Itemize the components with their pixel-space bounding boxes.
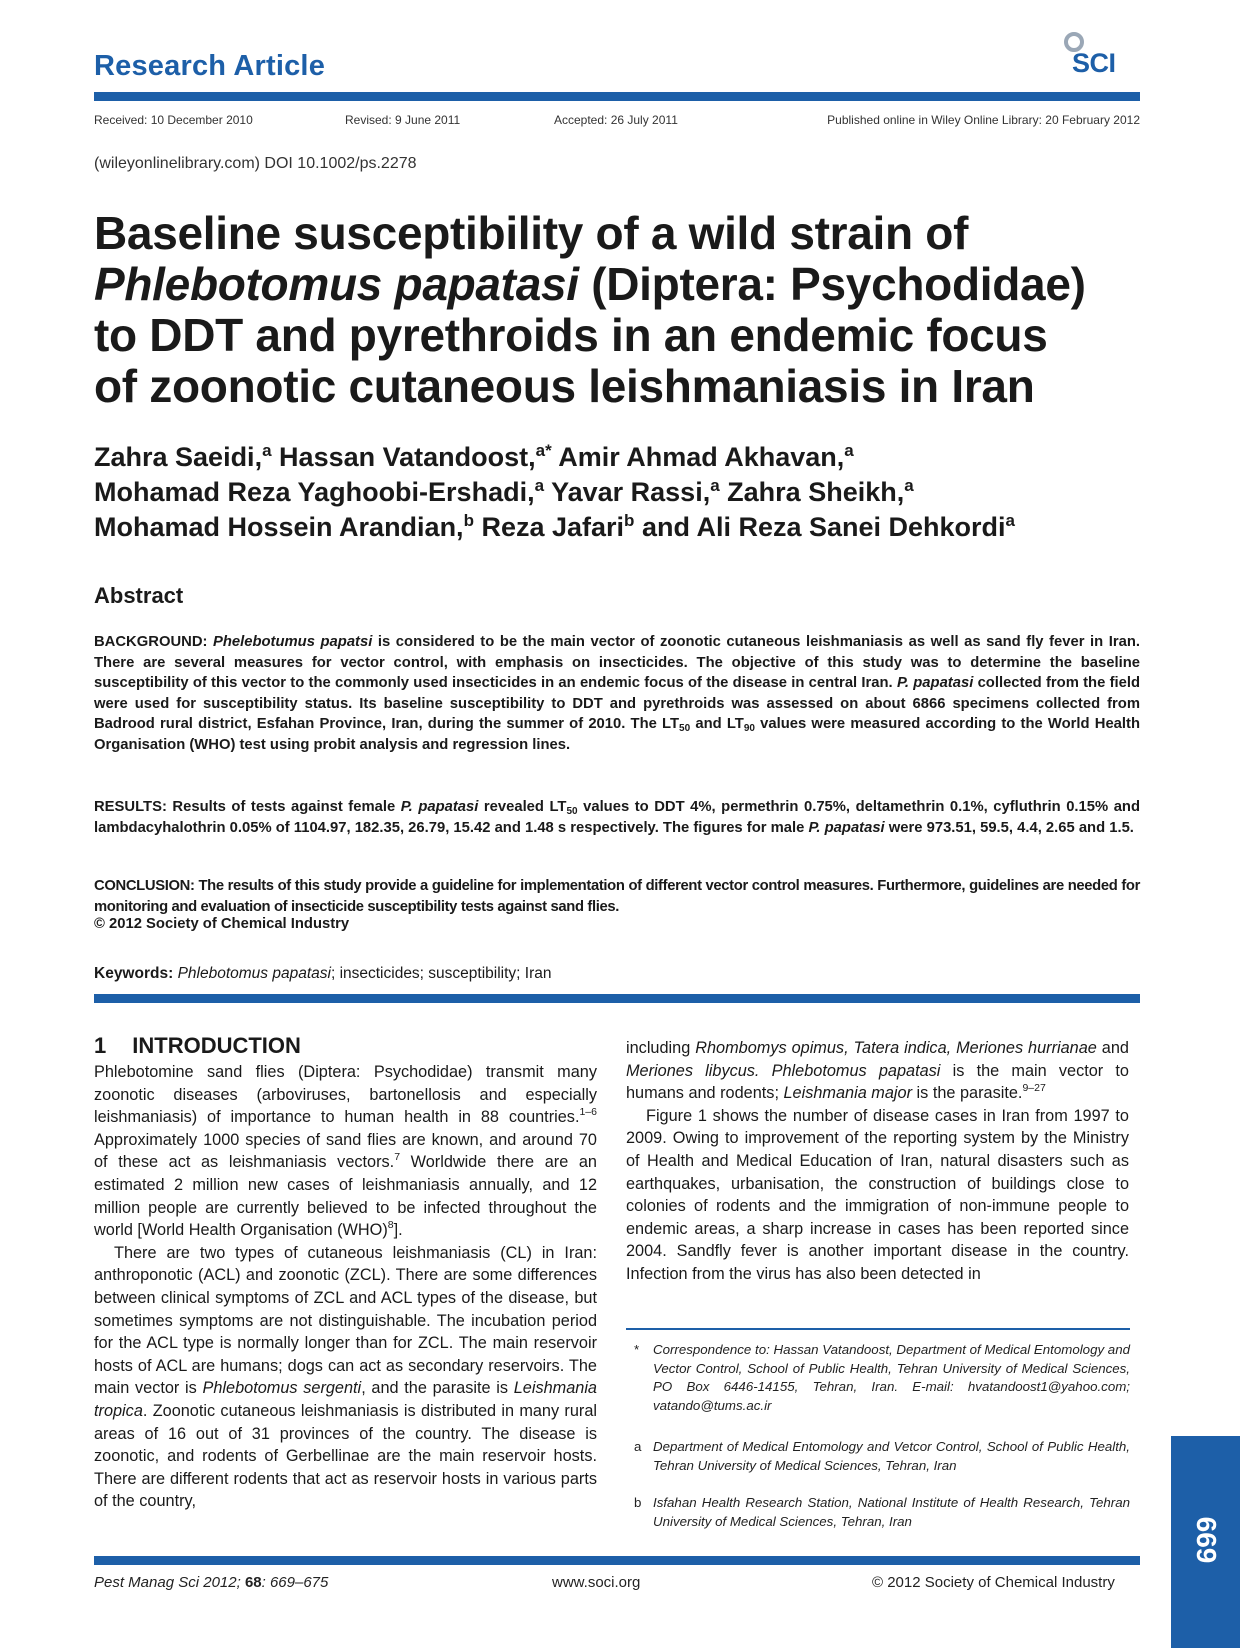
author-affiliation: a [710, 476, 720, 495]
section-heading [94, 1033, 301, 1059]
author-affiliation: a [844, 441, 854, 460]
article-type-label: Research Article [94, 50, 326, 82]
section-title: INTRODUCTION [132, 1033, 301, 1058]
author-list [94, 440, 1154, 545]
page-number-tab [1171, 1436, 1240, 1648]
journal-url[interactable]: www.soci.org [552, 1574, 641, 1591]
keywords: Keywords: Phlebotomus papatasi; insecticides; susceptibility; Iran [94, 965, 552, 982]
logo-text: SCI [1072, 48, 1116, 78]
author-line-3 [94, 510, 1154, 545]
abstract-copyright: © 2012 Society of Chemical Industry [94, 916, 350, 932]
footer-rule [94, 1556, 1140, 1565]
citation: 9–27 [1022, 1082, 1046, 1095]
author-affiliation: a* [535, 441, 552, 460]
author-name: Hassan Vatandoost, [271, 442, 536, 472]
revised-date: Revised: 9 June 2011 [345, 113, 461, 127]
abstract-conclusion: CONCLUSION: The results of this study provide a guideline for implementation of different vector control measures. Furthermore, guidelines are needed for monitoring and evaluation of insecticide susceptibility tests against sand flies. [94, 878, 1141, 915]
header-rule [94, 92, 1140, 101]
abstract-heading: Abstract [94, 583, 184, 608]
received-date: Received: 10 December 2010 [94, 113, 253, 127]
citation: 1–6 [579, 1106, 597, 1119]
author-affiliation: a [1005, 511, 1015, 530]
author-affiliation: a [904, 476, 914, 495]
author-name: Reza Jafari [473, 512, 625, 542]
paragraph: Phlebotomine sand flies (Diptera: Psychodidae) transmit many zoonotic diseases (arboviruses, bartonellosis and especially leishmaniasis) of importance to human health in 88 countries.$^{1-6}$ Approximately 1000 species of sand flies are known, and around 70 of these act as leishmaniasis vectors.$^7$ Worldwide there are an estimated 2 million new cases of leishmaniasis annually, and 12 million people are currently believed to be infected throughout the world [World Health Organisation (WHO)$^8$]. [94, 1063, 597, 1240]
title-species: Phlebotomus papatasi [94, 258, 579, 310]
article-title [94, 208, 1154, 412]
body-column-left [94, 1061, 597, 1513]
author-line-1 [94, 440, 1154, 475]
footnote-affiliation-b: b Isfahan Health Research Station, National Institute of Health Research, Tehran University of Medical Sciences, Tehran, Iran [634, 1495, 1130, 1529]
title-line-1: Baseline susceptibility of a wild strain of [94, 207, 969, 259]
author-line-2 [94, 475, 1154, 510]
paragraph: including Rhombomys opimus, Tatera indica, Meriones hurrianae and Meriones libycus. Phlebotomus papatasi is the main vector to humans and rodents; Leishmania major is the parasite.$^{9-27}$ [626, 1039, 1129, 1103]
paragraph: There are two types of cutaneous leishmaniasis (CL) in Iran: anthroponotic (ACL) and zoonotic (ZCL). There are some differences between clinical symptoms of ZCL and ACL types of the disease, but sometimes symptoms are not distinguishable. The incubation period for the ACL type is normally longer than for ZCL. The main reservoir hosts of ACL are humans; dogs can act as secondary reservoirs. The main vector is Phlebotomus sergenti, and the parasite is Leishmania tropica. Zoonotic cutaneous leishmaniasis is distributed in many rural areas of 16 out of 31 provinces of the country. The disease is zoonotic, and rodents of Gerbellinae are the main reservoir hosts. There are different rodents that act as reservoir hosts in various parts of the country, [94, 1243, 597, 1511]
author-name: Amir Ahmad Akhavan, [551, 442, 845, 472]
footnote-correspondence: * Correspondence to: Hassan Vatandoost, Department of Medical Entomology and Vector Control, School of Public Health, Tehran University of Medical Sciences, PO Box 6446-14155, Tehran, Iran. E-mail: hvatandoost1@yahoo.com; vatando@tums.ac.ir [634, 1342, 1130, 1414]
title-line-2: Phlebotomus papatasi (Diptera: Psychodidae) [94, 258, 1086, 310]
author-name: Mohamad Reza Yaghoobi-Ershadi, [94, 477, 535, 507]
author-affiliation: a [534, 476, 545, 495]
title-line-4: of zoonotic cutaneous leishmaniasis in Iran [94, 360, 1035, 412]
accepted-date: Accepted: 26 July 2011 [554, 113, 678, 127]
author-name: Zahra Sheikh, [719, 477, 905, 507]
author-affiliation: b [624, 511, 635, 530]
author-name: Mohamad Hossein Arandian, [94, 512, 464, 542]
body-column-right [626, 1037, 1129, 1286]
author-name: and Ali Reza Sanei Dehkordi [634, 512, 1006, 542]
citation: 8 [387, 1219, 394, 1232]
abstract-background: BACKGROUND: Phelebotumus papatsi is considered to be the main vector of zoonotic cutaneous leishmaniasis as well as sand fly fever in Iran. There are several measures for vector control, with emphasis on insecticides. The objective of this study was to determine the baseline susceptibility of this vector to the commonly used insecticides in an endemic focus of the disease in central Iran. P. papatasi collected from the field were used for susceptibility status. Its baseline susceptibility to DDT and pyrethroids was assessed on about 6866 specimens collected from Badrood rural district, Esfahan Province, Iran, during the summer of 2010. The $LT_{50}$ and $LT_{90}$ values were measured according to the World Health Organisation (WHO) test using probit analysis and regression lines. [94, 634, 1140, 753]
author-name: Yavar Rassi, [544, 477, 711, 507]
section-rule [94, 994, 1140, 1003]
sci-logo [1062, 32, 1142, 84]
footnote-affiliation-a: a Department of Medical Entomology and Vetcor Control, School of Public Health, Tehran University of Medical Sciences, Tehran, Iran [634, 1439, 1130, 1473]
published-date: Published online in Wiley Online Library: 20 February 2012 [827, 113, 1140, 127]
paragraph: Figure 1 shows the number of disease cases in Iran from 1997 to 2009. Owing to improvement of the reporting system by the Ministry of Health and Medical Education of Iran, natural disasters such as earthquakes, urbanisation, the construction of buildings close to colonies of rodents and the immigration of non-immune people to endemic areas, a sharp increase in cases has been reported since 2004. Sandfly fever is another important disease in the country. Infection from the virus has also been detected in [626, 1106, 1129, 1283]
page-number: 669 [1190, 1516, 1222, 1564]
doi: (wileyonlinelibrary.com) DOI 10.1002/ps.2278 [94, 155, 417, 172]
author-affiliation: a [262, 441, 272, 460]
title-line-3: to DDT and pyrethroids in an endemic focus [94, 309, 1048, 361]
citation: 7 [394, 1151, 401, 1164]
author-affiliation: b [463, 511, 474, 530]
footer-copyright: © 2012 Society of Chemical Industry [872, 1574, 1115, 1591]
footnote-rule [626, 1328, 1130, 1330]
journal-citation: Pest Manag Sci 2012; 68: 669–675 [94, 1574, 329, 1591]
author-name: Zahra Saeidi, [94, 442, 263, 472]
section-number: 1 [94, 1033, 107, 1058]
abstract-results: RESULTS: Results of tests against female P. papatasi revealed $LT_{50}$ values to DDT 4%, permethrin 0.75%, deltamethrin 0.1%, cyfluthrin 0.15% and lambdacyhalothrin 0.05% of 1104.97, 182.35, 26.79, 15.42 and 1.48 s respectively. The figures for male P. papatasi were 973.51, 59.5, 4.4, 2.65 and 1.5. [94, 799, 1140, 836]
